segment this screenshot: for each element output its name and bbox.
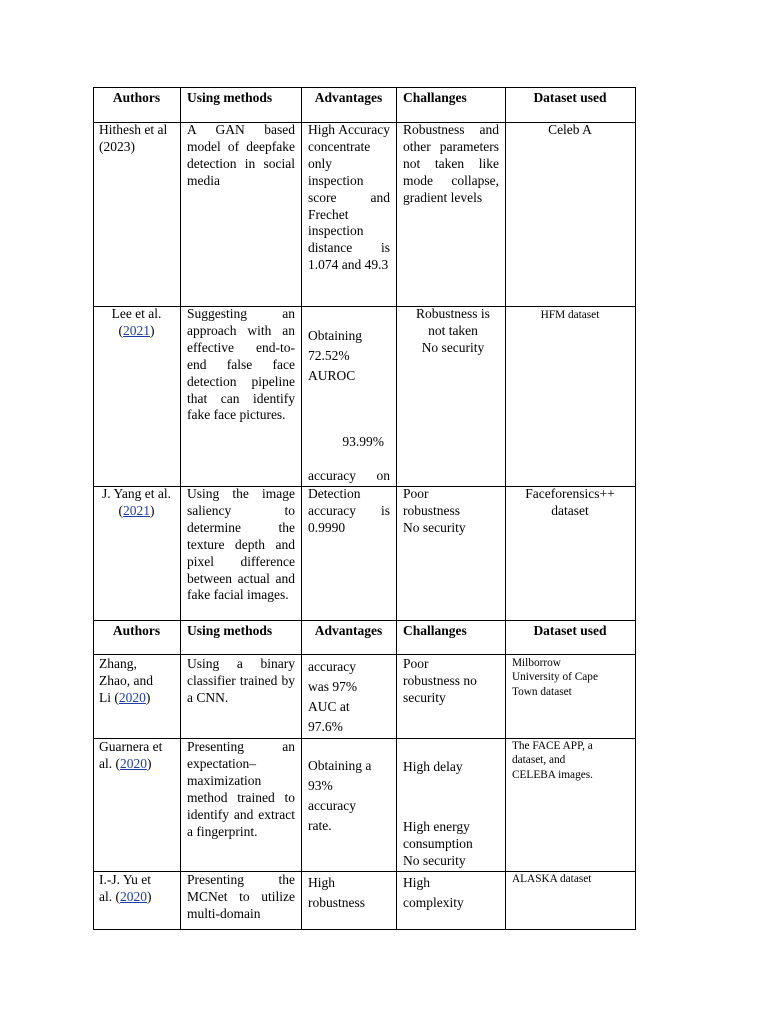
column-header: Challanges bbox=[403, 90, 467, 105]
table-rule bbox=[93, 929, 636, 930]
citation-close: ) bbox=[150, 502, 155, 518]
advantages-text: accuracy on bbox=[308, 467, 390, 483]
table-cell-authors: Hithesh et al (2023) bbox=[99, 122, 168, 154]
table-cell-authors bbox=[99, 739, 178, 871]
table-cell-dataset: Milborrow University of Cape Town dataset bbox=[512, 657, 598, 698]
table-rule bbox=[635, 87, 636, 929]
table-cell-advantages bbox=[308, 306, 390, 486]
table-cell-dataset: Celeb A bbox=[548, 122, 592, 137]
citation-link[interactable]: 2021 bbox=[123, 502, 150, 518]
table-cell-challenges bbox=[403, 739, 503, 871]
author-text: Zhang, Zhao, and Li ( bbox=[99, 656, 153, 705]
citation-close: ) bbox=[147, 888, 152, 904]
table-cell-authors bbox=[95, 306, 178, 486]
table-cell-dataset: ALASKA dataset bbox=[512, 873, 592, 885]
column-header: Using methods bbox=[187, 623, 273, 638]
table-cell-methods: Presenting an expectation– maximization method trained to identify and extract a fingerprint. bbox=[187, 739, 295, 839]
citation-close: ) bbox=[150, 322, 155, 338]
column-header: Advantages bbox=[314, 90, 383, 105]
challenges-text: High energy consumption No security bbox=[403, 818, 473, 868]
table-rule bbox=[301, 87, 302, 929]
table-rule bbox=[93, 87, 94, 929]
table-cell-challenges: High complexity bbox=[403, 875, 464, 910]
table-cell-methods: Suggesting an approach with an effective end-to-end false face detection pipeline that can identify fake face pictures. bbox=[187, 306, 295, 423]
citation-close: ) bbox=[147, 755, 152, 771]
table-cell-authors bbox=[99, 872, 178, 929]
table-cell-advantages: Detection accuracy is 0.9990 bbox=[308, 486, 390, 535]
table-cell-methods: Using the image saliency to determine the texture depth and pixel difference between actual and fake facial images. bbox=[187, 486, 295, 603]
table-cell-challenges: Poor robustness No security bbox=[403, 486, 466, 535]
challenges-text: High delay bbox=[403, 758, 463, 774]
table-cell-methods: Presenting the MCNet to utilize multi-domain bbox=[187, 872, 295, 921]
citation-link[interactable]: 2020 bbox=[120, 888, 147, 904]
table-cell-advantages: High robustness bbox=[308, 875, 365, 910]
table-cell-methods: Using a binary classifier trained by a CNN. bbox=[187, 656, 295, 705]
author-text: J. Yang et al. ( bbox=[101, 486, 171, 518]
citation-link[interactable]: 2021 bbox=[123, 322, 150, 338]
table-cell-challenges: Robustness is not taken No security bbox=[416, 306, 490, 355]
table-cell-authors bbox=[95, 486, 178, 620]
table-rule bbox=[396, 87, 397, 929]
column-header: Advantages bbox=[314, 623, 383, 638]
table-cell-challenges: Poor robustness no security bbox=[403, 656, 477, 705]
author-text: I.-J. Yu et al. ( bbox=[99, 872, 151, 904]
column-header: Authors bbox=[112, 623, 161, 638]
table-cell-challenges: Robustness and other parameters not taken like mode collapse, gradient levels bbox=[403, 122, 499, 205]
table-cell-advantages: accuracy was 97% AUC at 97.6% bbox=[308, 659, 358, 734]
comparison-table bbox=[93, 87, 636, 930]
citation-link[interactable]: 2020 bbox=[120, 755, 147, 771]
column-header: Challanges bbox=[403, 623, 467, 638]
advantages-text: Obtaining 72.52% AUROC bbox=[308, 327, 362, 383]
citation-link[interactable]: 2020 bbox=[118, 689, 146, 705]
table-cell-advantages: High Accuracy concentrate only inspection score and Frechet inspection distance is 1.074 and 49.3 bbox=[308, 122, 390, 273]
author-text: Guarnera et al. ( bbox=[99, 739, 163, 771]
column-header: Using methods bbox=[187, 90, 273, 105]
citation-open: ( bbox=[118, 322, 123, 338]
column-header: Dataset used bbox=[533, 90, 607, 105]
table-cell-dataset: Faceforensics++ dataset bbox=[525, 486, 615, 518]
table-cell-dataset: HFM dataset bbox=[540, 309, 600, 321]
column-header: Authors bbox=[112, 90, 161, 105]
advantages-text: 93.99% bbox=[342, 433, 384, 449]
column-header: Dataset used bbox=[533, 623, 607, 638]
advantages-text: Obtaining a 93% accuracy rate. bbox=[308, 757, 372, 833]
table-cell-advantages bbox=[308, 739, 393, 871]
author-text: Lee et al. bbox=[111, 306, 162, 321]
table-cell-dataset: The FACE APP, a dataset, and CELEBA images. bbox=[512, 740, 593, 781]
citation-close: ) bbox=[145, 689, 151, 705]
table-cell-authors bbox=[99, 656, 178, 738]
table-cell-methods: A GAN based model of deepfake detection in social media bbox=[187, 122, 295, 188]
table-rule bbox=[180, 87, 181, 929]
